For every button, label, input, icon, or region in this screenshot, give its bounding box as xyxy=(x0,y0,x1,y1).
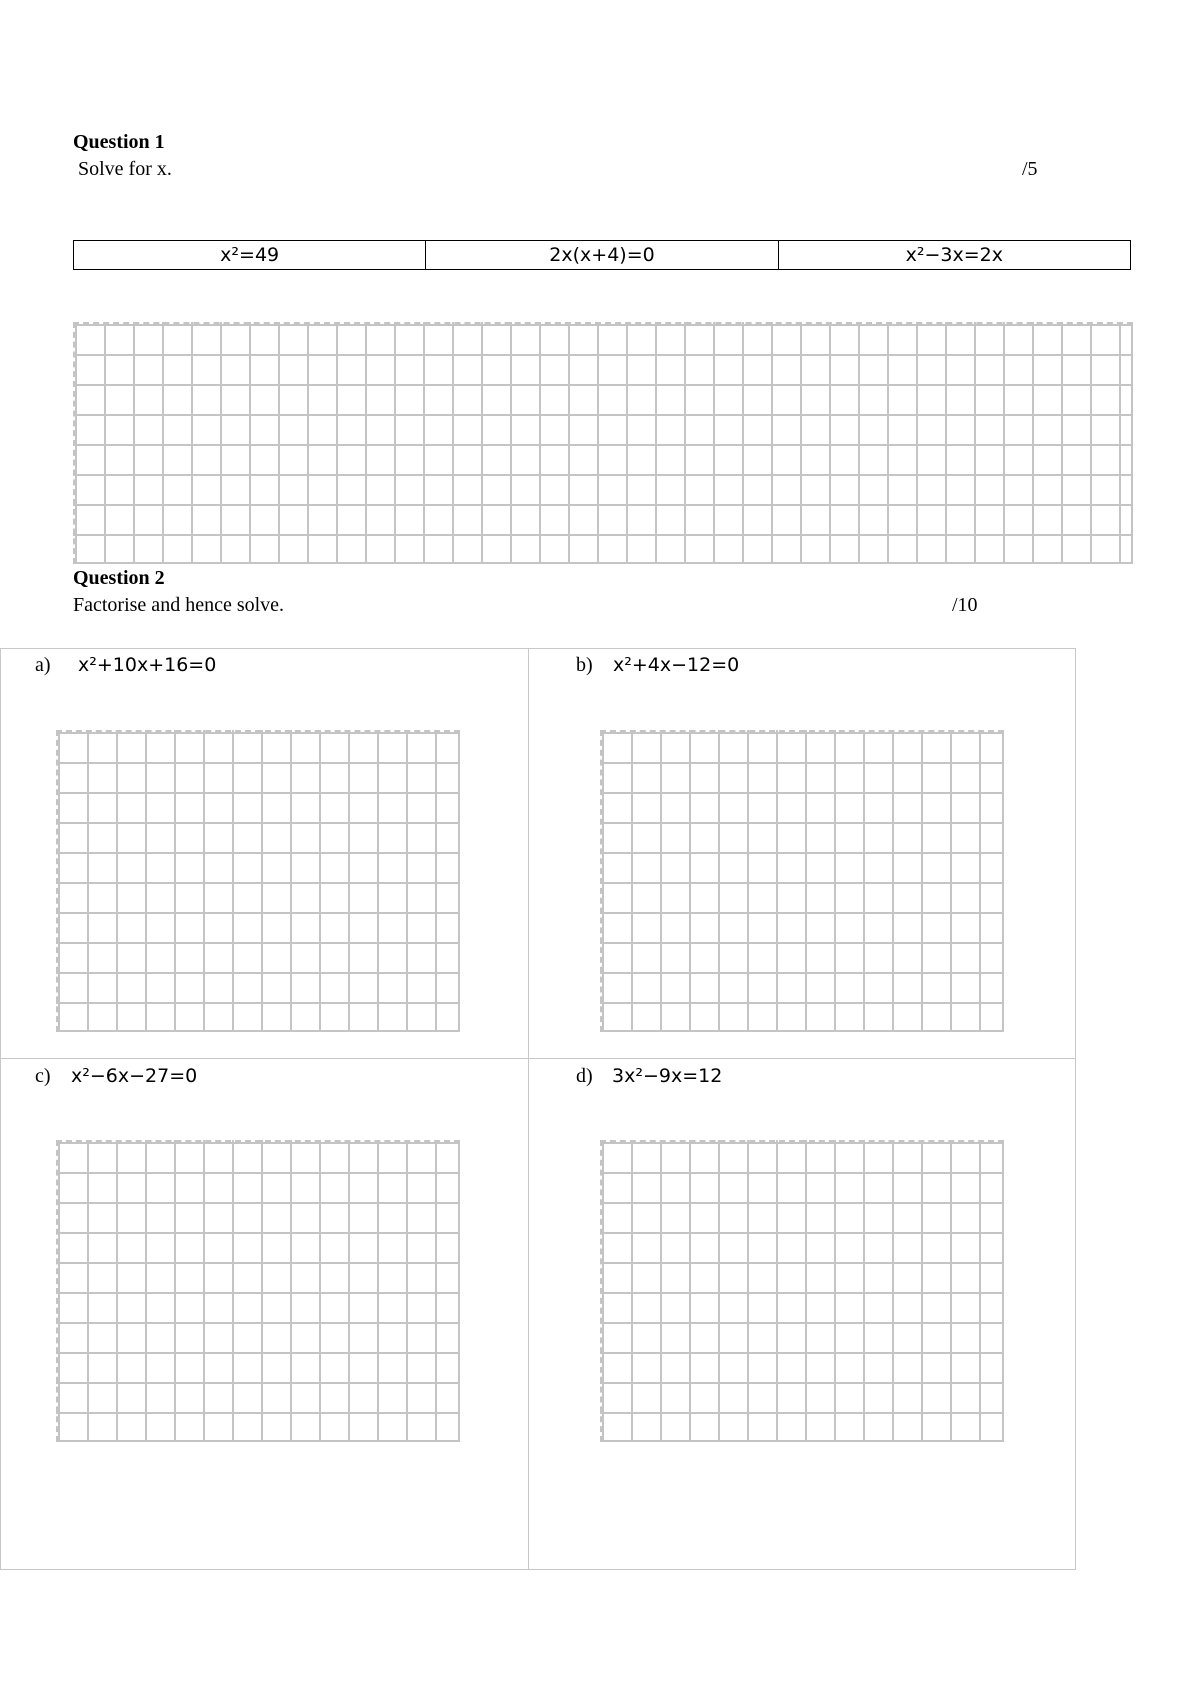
question-1-instruction: Solve for x. xyxy=(78,158,172,180)
question-1-working-grid[interactable] xyxy=(73,322,1133,564)
equation-cell-3 xyxy=(779,241,1130,269)
equation-3: x²−3x=2x xyxy=(905,244,1003,266)
part-a-equation: x²+10x+16=0 xyxy=(78,654,217,676)
question-1-marks: /5 xyxy=(1022,158,1038,180)
part-c-working-grid[interactable] xyxy=(56,1140,460,1442)
equation-cell-1 xyxy=(74,241,426,269)
column-divider xyxy=(528,648,529,1570)
part-c-letter: c) xyxy=(35,1065,51,1087)
question-2-marks: /10 xyxy=(952,594,978,616)
equation-2: 2x(x+4)=0 xyxy=(549,244,655,266)
question-1-title: Question 1 xyxy=(73,131,165,153)
part-a-working-grid[interactable] xyxy=(56,730,460,1032)
equation-cell-2 xyxy=(426,241,778,269)
question-2-instruction: Factorise and hence solve. xyxy=(73,594,285,616)
part-b-equation: x²+4x−12=0 xyxy=(613,654,740,676)
part-d-working-grid[interactable] xyxy=(600,1140,1004,1442)
part-b-working-grid[interactable] xyxy=(600,730,1004,1032)
part-d-equation: 3x²−9x=12 xyxy=(612,1065,723,1087)
equation-1: x²=49 xyxy=(220,244,280,266)
question-1-equation-table xyxy=(73,240,1131,270)
row-divider xyxy=(0,1058,1076,1059)
part-a-letter: a) xyxy=(35,654,51,676)
part-d-letter: d) xyxy=(576,1065,593,1087)
part-b-letter: b) xyxy=(576,654,593,676)
question-2-title: Question 2 xyxy=(73,567,165,589)
part-c-equation: x²−6x−27=0 xyxy=(71,1065,198,1087)
